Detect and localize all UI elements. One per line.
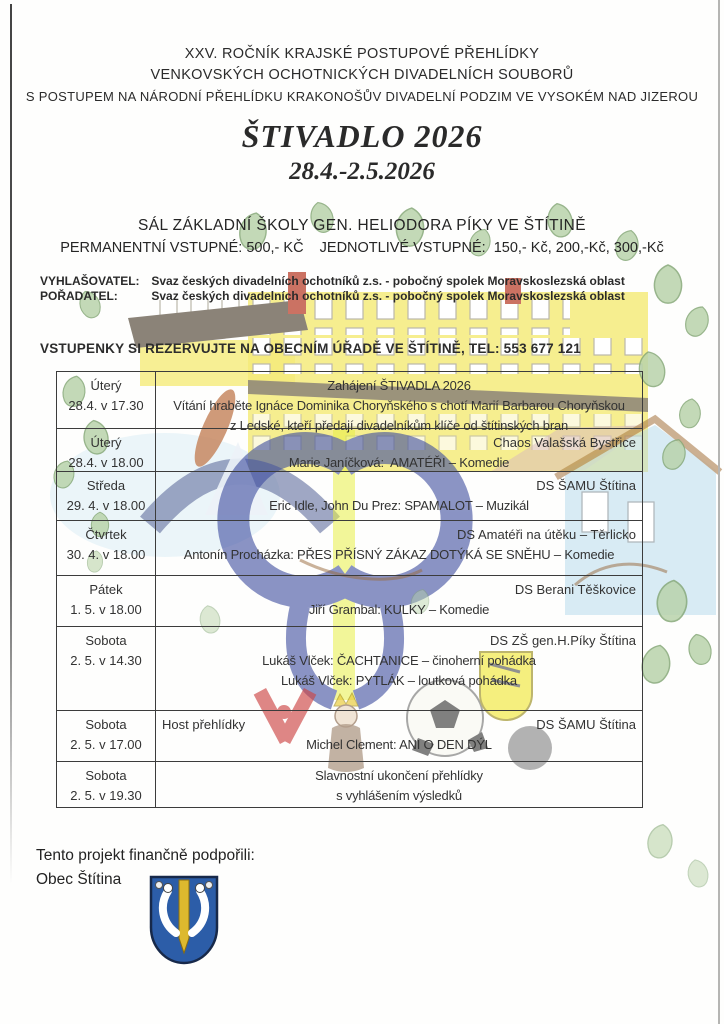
festival-dates: 28.4.-2.5.2026	[289, 158, 435, 185]
schedule-header-line	[162, 631, 636, 651]
organizers-block	[40, 274, 625, 304]
ensemble-name: DS ŠAMU Štítina	[536, 717, 636, 732]
schedule-day: Úterý	[90, 378, 122, 393]
venue-block	[0, 217, 724, 256]
schedule-day: Sobota	[85, 633, 127, 648]
schedule-line: Zahájení ŠTIVADLA 2026	[327, 378, 471, 393]
schedule-row	[57, 575, 642, 626]
schedule-day: Pátek	[89, 582, 123, 597]
schedule-time: 28.4. v 17.30	[68, 398, 144, 413]
sponsor-name: Obec Štítina	[36, 871, 122, 888]
header-line-1: XXV. ROČNÍK KRAJSKÉ POSTUPOVÉ PŘEHLÍDKY	[184, 46, 540, 62]
schedule-header-line	[162, 715, 636, 735]
schedule-line: z Ledské, kteří předají divadelníkům klíče od štítinských bran	[229, 418, 569, 433]
schedule-row	[57, 710, 642, 761]
schedule-row	[57, 372, 642, 433]
schedule-line: Vítání hraběte Ignáce Dominika Choryňského s chotí Marií Barbarou Choryňskou	[173, 398, 625, 413]
ticket-reservation-note: VSTUPENKY SI REZERVUJTE NA OBECNÍM ÚŘADĚ VE ŠTÍTINĚ, TEL: 553 677 121	[40, 341, 581, 356]
schedule-detail-cell	[156, 372, 642, 433]
schedule-line: Slavnostní ukončení přehlídky	[315, 768, 483, 783]
schedule-line: Jiří Grambal: KULKY – Komedie	[308, 602, 490, 617]
schedule-time: 2. 5. v 17.00	[70, 737, 142, 752]
ticket-prices: PERMANENTNÍ VSTUPNÉ: 500,- KČ JEDNOTLIVÉ VSTUPNÉ: 150,- Kč, 200,-Kč, 300,-Kč	[60, 240, 664, 256]
festival-header	[0, 44, 724, 107]
ensemble-name: DS ZŠ gen.H.Píky Štítina	[490, 633, 636, 648]
schedule-time: 30. 4. v 18.00	[66, 547, 146, 562]
schedule-header-line	[162, 525, 636, 545]
schedule-date-cell	[57, 576, 156, 626]
ensemble-name: Chaos Valašská Bystřice	[493, 435, 636, 450]
schedule-row	[57, 761, 642, 807]
schedule-time: 2. 5. v 19.30	[70, 788, 142, 803]
announcer-label: VYHLAŠOVATEL:	[40, 274, 140, 288]
stitina-coat-of-arms	[146, 874, 222, 966]
venue-name: SÁL ZÁKLADNÍ ŠKOLY GEN. HELIODORA PÍKY VE ŠTÍTINĚ	[138, 217, 586, 234]
schedule-time: 29. 4. v 18.00	[66, 498, 146, 513]
festival-title: ŠTIVADLO 2026	[241, 118, 483, 154]
schedule-line: Antonín Procházka: PŘES PŘÍSNÝ ZÁKAZ DOTÝKÁ SE SNĚHU – Komedie	[183, 547, 615, 562]
schedule-detail-cell	[156, 429, 642, 471]
schedule-detail-cell	[156, 521, 642, 575]
schedule-row	[57, 626, 642, 710]
schedule-line: Marie Janíčková: AMATÉŘI – Komedie	[288, 455, 510, 470]
sponsors-label: Tento projekt finančně podpořili:	[36, 847, 255, 864]
schedule-detail-cell	[156, 762, 642, 807]
ensemble-name: DS ŠAMU Štítina	[536, 478, 636, 493]
announcer-value: Svaz českých divadelních ochotníků z.s. - pobočný spolek Moravskoslezská oblast	[151, 274, 625, 288]
schedule-date-cell	[57, 372, 156, 428]
schedule-time: 2. 5. v 14.30	[70, 653, 142, 668]
schedule-day: Středa	[86, 478, 126, 493]
schedule-row	[57, 520, 642, 575]
schedule-date-cell	[57, 711, 156, 761]
schedule-table	[56, 371, 643, 808]
schedule-date-cell	[57, 762, 156, 807]
ensemble-name: DS Amatéři na útěku – Těrlicko	[457, 527, 636, 542]
schedule-day: Čtvrtek	[85, 527, 127, 542]
schedule-detail-cell	[156, 576, 642, 626]
header-line-2: VENKOVSKÝCH OCHOTNICKÝCH DIVADELNÍCH SOUBORŮ	[150, 67, 574, 83]
schedule-row	[57, 471, 642, 520]
schedule-line: Lukáš Vlček: ČACHTANICE – činoherní pohádka	[262, 653, 536, 668]
schedule-line: Lukáš Vlček: PYTLÁK – loutková pohádka	[281, 673, 517, 688]
schedule-detail-cell	[156, 472, 642, 520]
schedule-date-cell	[57, 472, 156, 520]
schedule-line: s vyhlášením výsledků	[336, 788, 462, 803]
schedule-header-line	[162, 580, 636, 600]
schedule-line: Michel Clement: ANI O DEN DÝL	[306, 737, 492, 752]
schedule-detail-cell	[156, 711, 642, 761]
schedule-day: Sobota	[85, 717, 127, 732]
schedule-row	[57, 428, 642, 471]
organizer-label: POŘADATEL:	[40, 289, 118, 303]
organizer-value: Svaz českých divadelních ochotníků z.s. - pobočný spolek Moravskoslezská oblast	[151, 289, 625, 303]
header-line-3: S POSTUPEM NA NÁRODNÍ PŘEHLÍDKU KRAKONOŠŮV DIVADELNÍ PODZIM VE VYSOKÉM NAD JIZEROU	[25, 89, 699, 104]
schedule-header-line	[162, 433, 636, 453]
schedule-day: Úterý	[90, 435, 122, 450]
schedule-time: 28.4. v 18.00	[68, 455, 144, 470]
host-note: Host přehlídky	[162, 717, 246, 732]
schedule-day: Sobota	[85, 768, 127, 783]
ensemble-name: DS Berani Těškovice	[514, 582, 636, 597]
schedule-detail-cell	[156, 627, 642, 710]
announcer-row	[40, 274, 625, 289]
festival-title-block	[0, 118, 724, 186]
schedule-date-cell	[57, 521, 156, 575]
schedule-date-cell	[57, 627, 156, 710]
schedule-header-line	[162, 476, 636, 496]
schedule-time: 1. 5. v 18.00	[70, 602, 142, 617]
organizer-row	[40, 289, 625, 304]
schedule-line: Eric Idle, John Du Prez: SPAMALOT – Muzikál	[269, 498, 529, 513]
schedule-date-cell	[57, 429, 156, 471]
